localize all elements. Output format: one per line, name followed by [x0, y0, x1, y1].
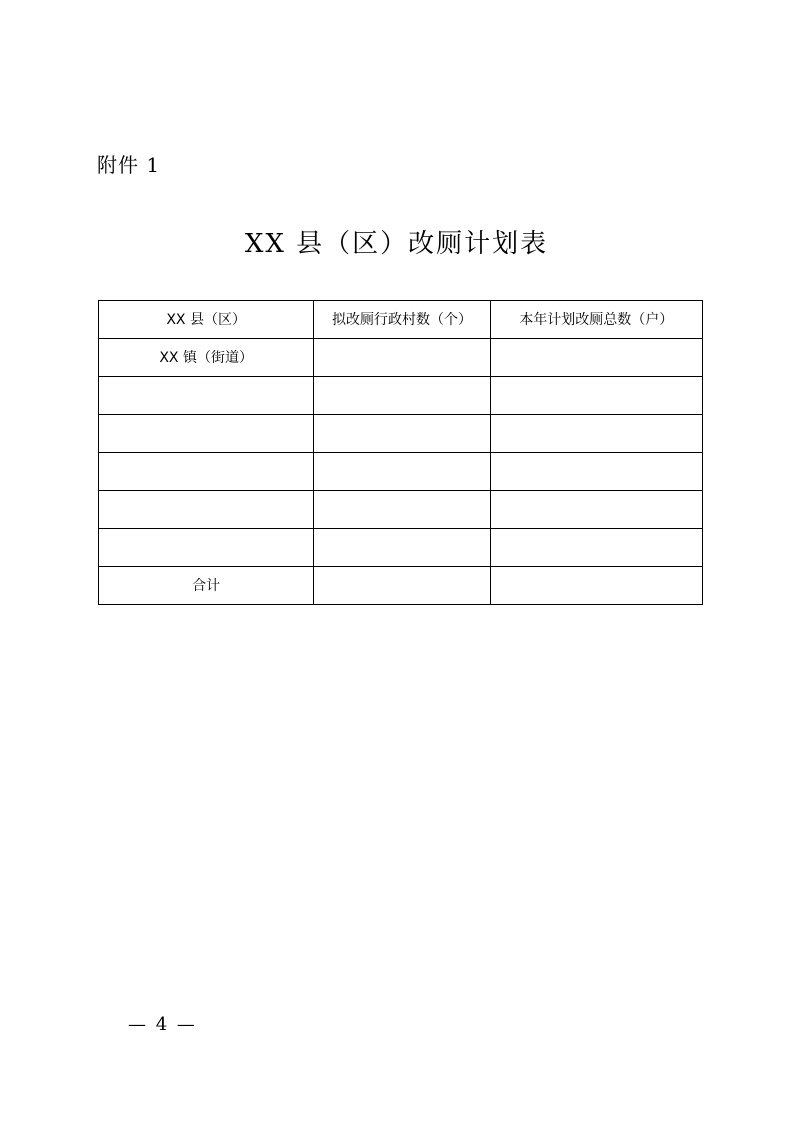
table-row: [99, 491, 703, 529]
table-cell: [490, 491, 702, 529]
table-cell: [490, 453, 702, 491]
table-cell: [314, 415, 490, 453]
table-cell: [490, 567, 702, 605]
table-header-row: [99, 301, 703, 339]
table-cell: XX 镇（街道）: [99, 339, 314, 377]
table-cell: [314, 491, 490, 529]
table-cell: [490, 339, 702, 377]
table-cell: [314, 377, 490, 415]
total-label-cell: 合计: [99, 567, 314, 605]
table-cell: [99, 529, 314, 567]
table-row: [99, 453, 703, 491]
header-household-total: 本年计划改厕总数（户）: [490, 301, 702, 339]
table-row: [99, 415, 703, 453]
attachment-label: 附件 1: [97, 153, 161, 177]
plan-table: [98, 300, 703, 605]
table-cell: [99, 491, 314, 529]
table-cell: [314, 453, 490, 491]
table-cell: [490, 415, 702, 453]
table-row: [99, 339, 703, 377]
table-cell: [490, 529, 702, 567]
table-cell: [99, 453, 314, 491]
table-row: [99, 377, 703, 415]
table-cell: [99, 377, 314, 415]
table-cell: [99, 415, 314, 453]
page-number: — 4 —: [128, 1014, 197, 1035]
table-row: [99, 529, 703, 567]
table-cell: [314, 529, 490, 567]
header-county: XX 县（区）: [99, 301, 314, 339]
table-cell: [314, 339, 490, 377]
document-title: XX 县（区）改厕计划表: [244, 229, 549, 259]
header-village-count: 拟改厕行政村数（个）: [314, 301, 490, 339]
table-total-row: [99, 567, 703, 605]
table-cell: [314, 567, 490, 605]
table-cell: [490, 377, 702, 415]
